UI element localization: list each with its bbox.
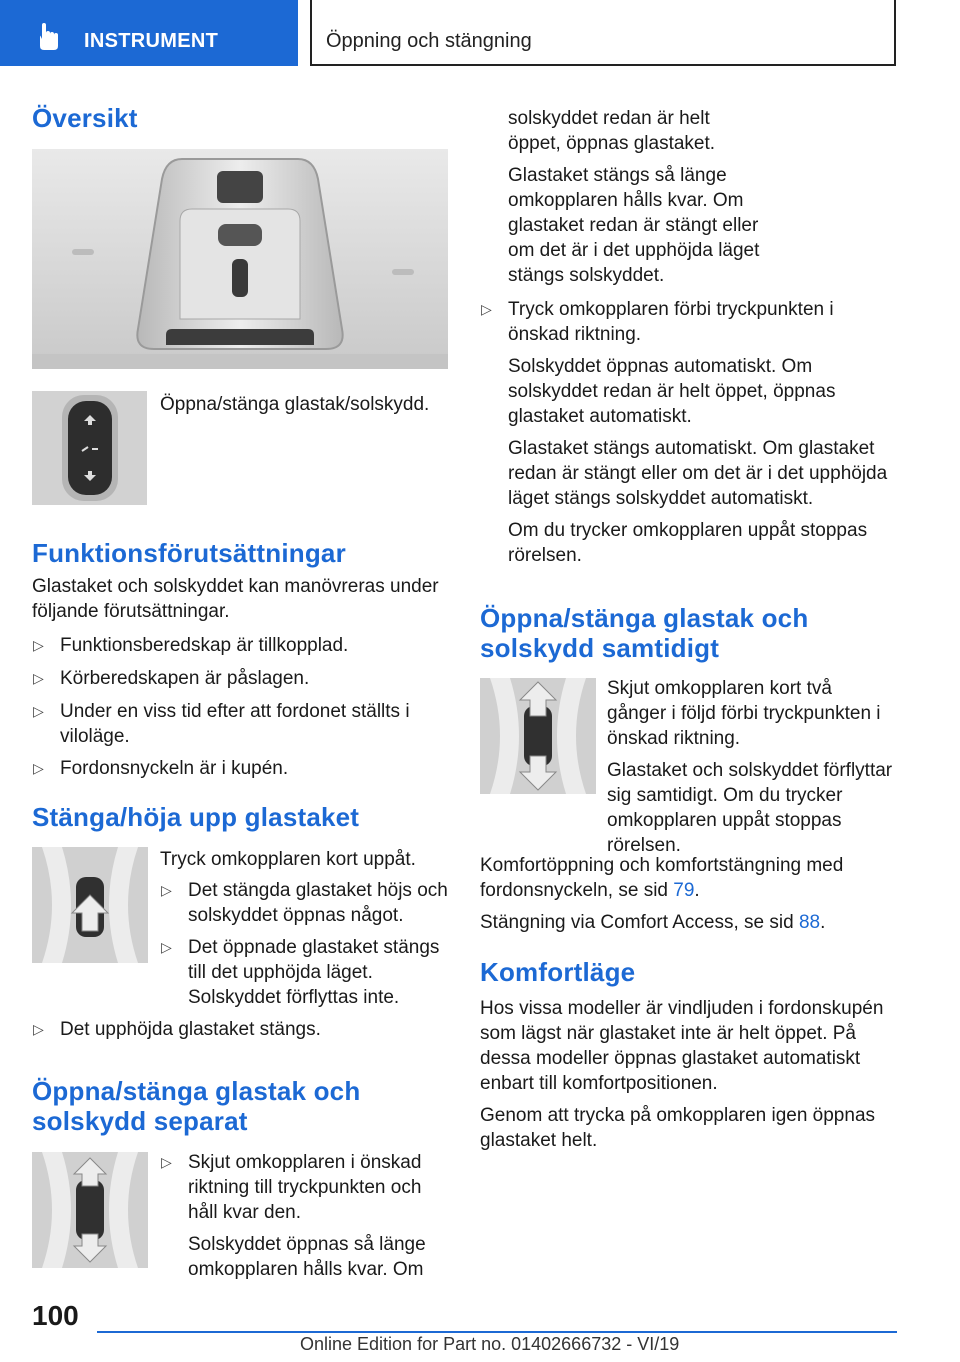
page-reference-link[interactable]: 79 (673, 880, 695, 901)
list-item: ▷ Tryck omkopplaren förbi tryckpunkten i önskad riktning. (481, 299, 834, 345)
list-item: ▷ Det öppnade glastaket stängs till det upphöjda läget. Solskyddet förflyttas inte. (161, 937, 440, 1008)
triangle-bullet-icon: ▷ (161, 939, 172, 955)
overview-heading: Översikt (32, 103, 138, 133)
switch-close-image (32, 847, 148, 963)
comfort-paragraph-2: Genom att trycka på omkopplaren igen öppnas glastaket helt. (480, 1105, 876, 1151)
simultaneous-text-2: Glastaket och solskyddet förflyttar sig samtidigt. Om du trycker omkopplaren uppåt stoppas rörelsen. (607, 760, 893, 856)
switch-separate-image (32, 1152, 148, 1268)
continued-text-1: solskyddet redan är helt öppet, öppnas glastaket. (508, 108, 716, 154)
close-heading: Stänga/höja upp glastaket (32, 802, 360, 832)
hand-pointer-icon (34, 22, 64, 52)
chapter-title: Öppning och stängning (326, 30, 532, 52)
item2-sub-3: Om du trycker omkopplaren uppåt stoppas rörelsen. (508, 520, 868, 566)
close-intro: Tryck omkopplaren kort uppåt. (160, 849, 416, 870)
overview-caption: Öppna/stänga glastak/solskydd. (160, 394, 430, 415)
continued-text-2: Glastaket stängs så länge omkopplaren hålls kvar. Om glastaket redan är stängt eller om det är i det upphöjda läget stängs solskyddet. (508, 165, 760, 286)
simultaneous-heading-line1: Öppna/stänga glastak och (480, 603, 809, 633)
list-item: ▷ Funktionsberedskap är tillkopplad. (33, 635, 349, 656)
simultaneous-text-1: Skjut omkopplaren kort två gånger i följd förbi tryckpunkten i önskad riktning. (607, 678, 881, 749)
list-item: ▷ Under en viss tid efter att fordonet ställts i viloläge. (33, 701, 410, 747)
section-label: INSTRUMENT (84, 30, 219, 52)
page-number: 100 (32, 1300, 79, 1331)
page-reference-link[interactable]: 88 (798, 912, 821, 933)
triangle-bullet-icon: ▷ (161, 882, 172, 898)
comfort-paragraph-1: Hos vissa modeller är vindljuden i fordonskupén som lägst när glastaket inte är helt öppet. På dessa modeller öppnas glastaket automatiskt enbart till komfortpositionen. (480, 998, 884, 1094)
simultaneous-heading-line2: solskydd samtidigt (480, 633, 720, 663)
triangle-bullet-icon: ▷ (481, 301, 492, 317)
triangle-bullet-icon: ▷ (161, 1154, 172, 1170)
list-item: ▷ Skjut omkopplaren i önskad riktning till tryckpunkten och håll kvar den. (161, 1152, 422, 1223)
func-heading: Funktionsförutsättningar (32, 538, 346, 568)
item2-sub-1: Solskyddet öppnas automatiskt. Om solskyddet redan är helt öppet, öppnas glastaket automatiskt. (508, 356, 836, 427)
switch-simultaneous-image (480, 678, 596, 794)
roof-console-image (32, 149, 448, 369)
list-item: ▷ Körberedskapen är påslagen. (33, 668, 310, 689)
switch-thumbnail-image (32, 391, 147, 505)
page-header (0, 0, 960, 66)
list-item: ▷ Det upphöjda glastaket stängs. (33, 1019, 321, 1040)
triangle-bullet-icon: ▷ (33, 637, 44, 653)
section-tab (0, 0, 298, 66)
triangle-bullet-icon: ▷ (33, 703, 44, 719)
separate-item1-sub: Solskyddet öppnas så länge omkopplaren hålls kvar. Om (188, 1234, 426, 1280)
triangle-bullet-icon: ▷ (33, 760, 44, 776)
triangle-bullet-icon: ▷ (33, 670, 44, 686)
list-item: ▷ Det stängda glastaket höjs och solskyddet öppnas något. (161, 880, 448, 926)
chapter-box (310, 0, 896, 66)
edition-text: Online Edition for Part no. 01402666732 - VI/19 (300, 1334, 680, 1354)
comfort-heading: Komfortläge (480, 957, 636, 987)
comfort-open-text: Komfortöppning och komfortstängning med fordonsnyckeln, se sid 79. (480, 855, 844, 901)
comfort-access-text: Stängning via Comfort Access, se sid 88. (480, 912, 826, 933)
separate-heading-line2: solskydd separat (32, 1106, 248, 1136)
func-intro: Glastaket och solskyddet kan manövreras under följande förutsättningar. (32, 576, 439, 622)
footer-rule (97, 1331, 897, 1333)
separate-heading-line1: Öppna/stänga glastak och (32, 1076, 361, 1106)
list-item: ▷ Fordonsnyckeln är i kupén. (33, 758, 289, 779)
item2-sub-2: Glastaket stängs automatiskt. Om glastaket redan är stängt eller om det är i det upphöjda läget stängs solskyddet automatiskt. (508, 438, 888, 509)
triangle-bullet-icon: ▷ (33, 1021, 44, 1037)
